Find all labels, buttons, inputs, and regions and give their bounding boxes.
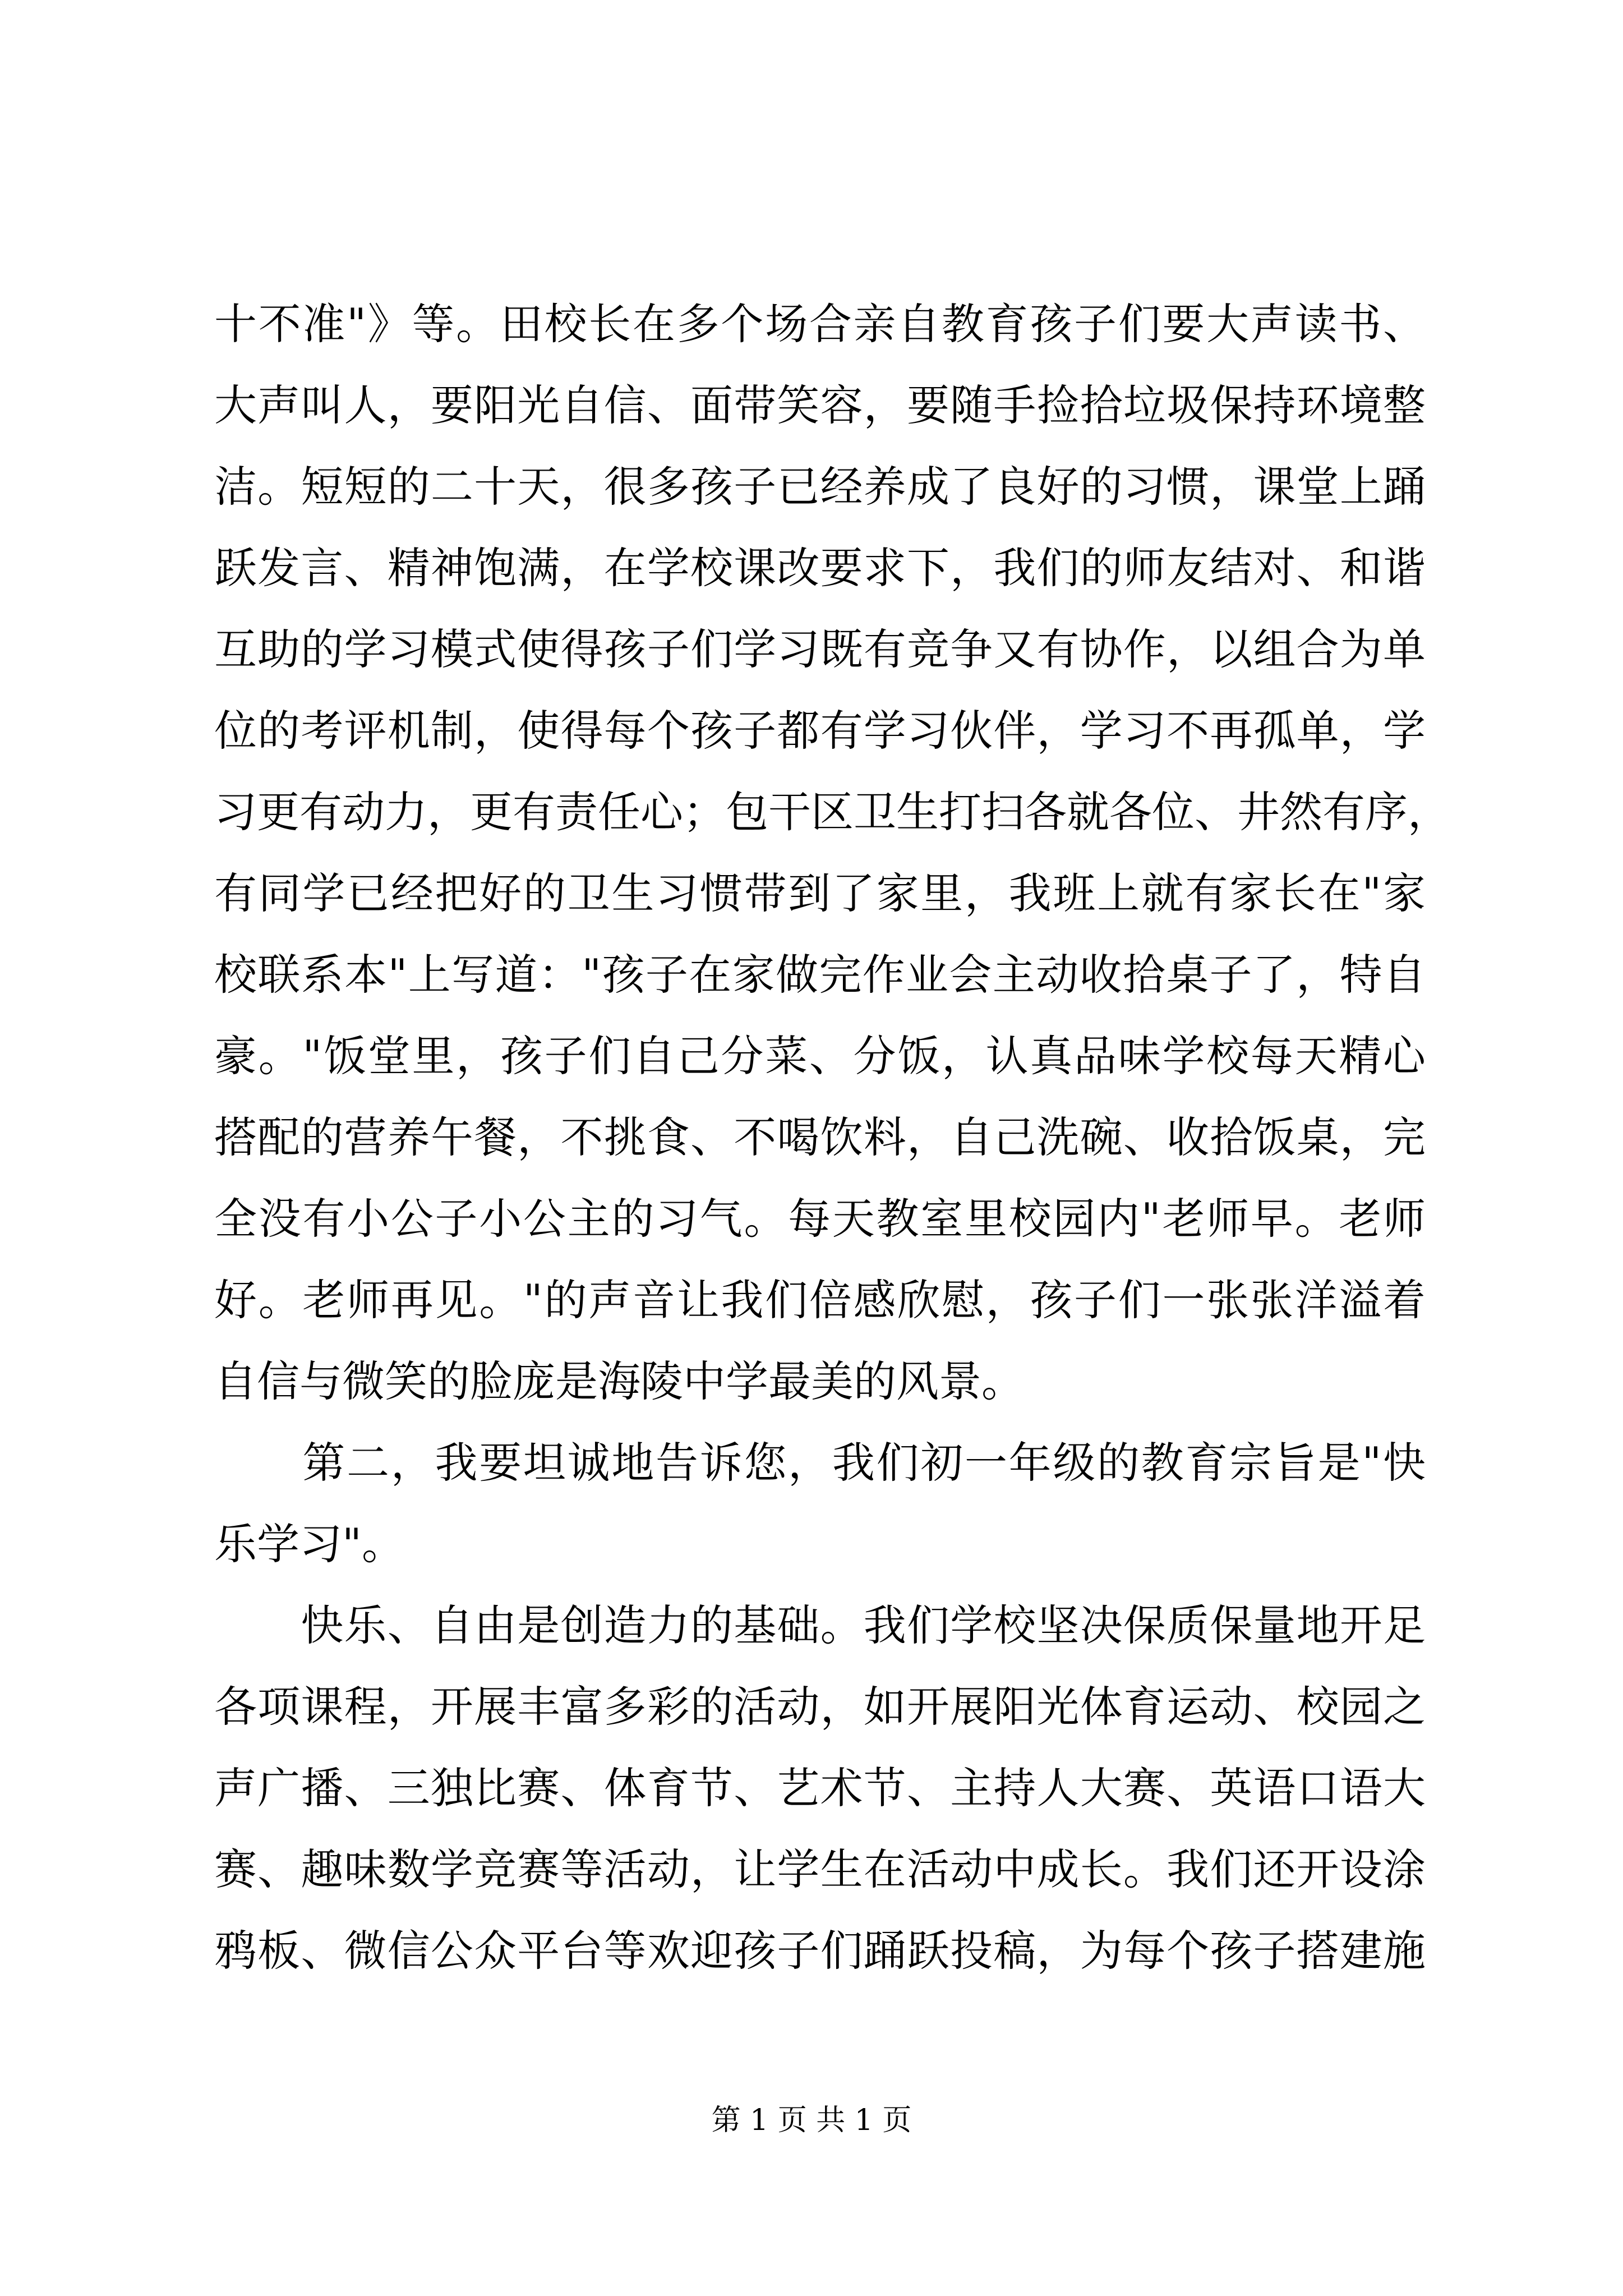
- text-line: 快乐、自由是创造力的基础。我们学校坚决保质保量地开足: [214, 1600, 1426, 1650]
- page-footer: 第 1 页 共 1 页: [711, 2104, 912, 2137]
- text-line: 鸦板、微信公众平台等欢迎孩子们踊跃投稿，为每个孩子搭建施: [214, 1926, 1426, 1976]
- text-line: 搭配的营养午餐，不挑食、不喝饮料，自己洗碗、收拾饭桌，完: [214, 1112, 1426, 1162]
- text-line: 跃发言、精神饱满，在学校课改要求下，我们的师友结对、和谐: [214, 543, 1426, 593]
- text-line: 位的考评机制，使得每个孩子都有学习伙伴，学习不再孤单，学: [214, 706, 1426, 756]
- text-line: 第二，我要坦诚地告诉您，我们初一年级的教育宗旨是"快: [214, 1438, 1426, 1488]
- text-line: 互助的学习模式使得孩子们学习既有竞争又有协作，以组合为单: [214, 624, 1426, 674]
- text-line: 校联系本"上写道："孩子在家做完作业会主动收拾桌子了，特自: [214, 950, 1426, 1000]
- text-line: 全没有小公子小公主的习气。每天教室里校园内"老师早。老师: [214, 1194, 1426, 1244]
- text-line: 十不准"》等。田校长在多个场合亲自教育孩子们要大声读书、: [214, 299, 1426, 349]
- text-line: 好。老师再见。"的声音让我们倍感欣慰，孩子们一张张洋溢着: [214, 1275, 1426, 1325]
- text-line: 各项课程，开展丰富多彩的活动，如开展阳光体育运动、校园之: [214, 1682, 1426, 1732]
- text-line: 豪。"饭堂里，孩子们自己分菜、分饭，认真品味学校每天精心: [214, 1031, 1426, 1081]
- text-line: 大声叫人，要阳光自信、面带笑容，要随手捡拾垃圾保持环境整: [214, 380, 1426, 430]
- paragraph-last-line: 自信与微笑的脸庞是海陵中学最美的风景。: [214, 1356, 1024, 1406]
- text-line: 习更有动力，更有责任心；包干区卫生打扫各就各位、井然有序，: [214, 787, 1450, 837]
- text-line: 赛、趣味数学竞赛等活动，让学生在活动中成长。我们还开设涂: [214, 1844, 1426, 1894]
- text-line: 洁。短短的二十天，很多孩子已经养成了良好的习惯，课堂上踊: [214, 462, 1426, 512]
- paragraph-last-line: 乐学习"。: [214, 1519, 404, 1569]
- text-line: 声广播、三独比赛、体育节、艺术节、主持人大赛、英语口语大: [214, 1763, 1426, 1813]
- text-line: 有同学已经把好的卫生习惯带到了家里，我班上就有家长在"家: [214, 868, 1426, 918]
- body-text: [214, 283, 1450, 1991]
